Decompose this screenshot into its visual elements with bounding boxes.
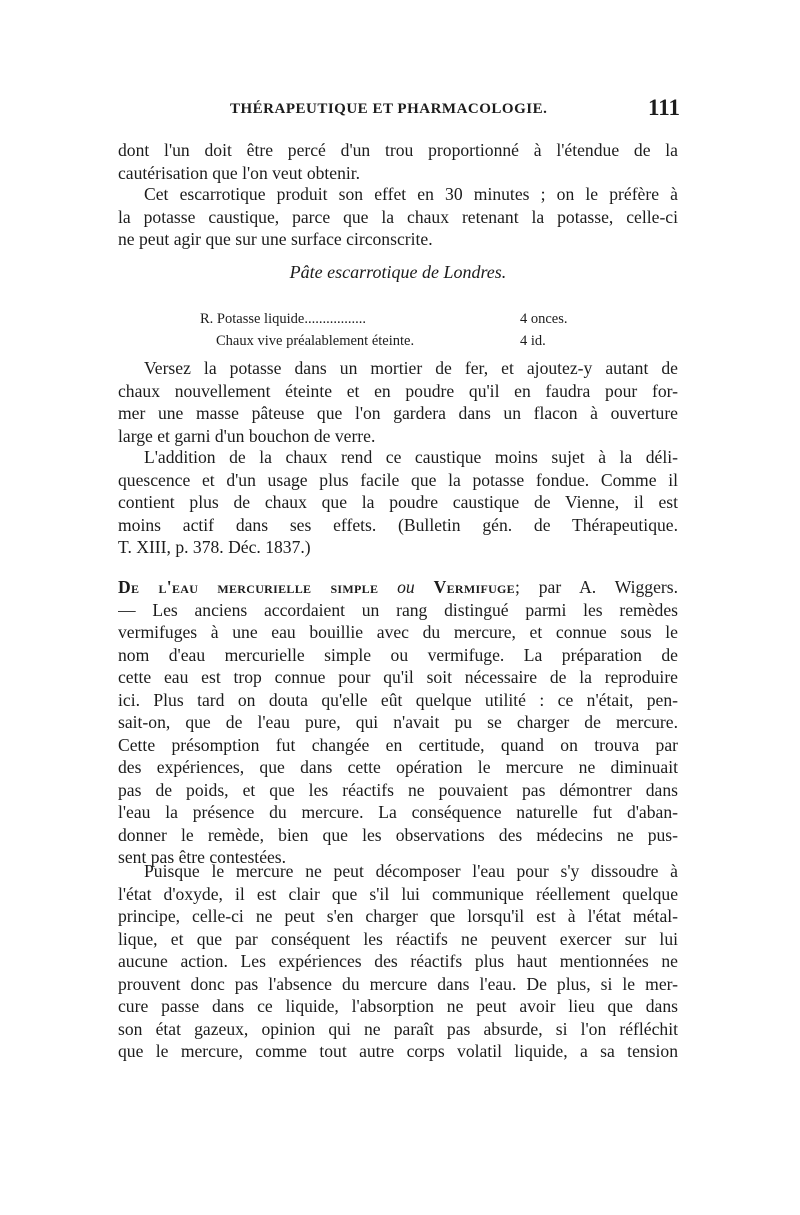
text-line: Cette présomption fut changée en certitude, quand on trouva par [118,734,678,755]
text-line: donner le remède, bien que les observations des médecins ne pus- [118,824,678,845]
section-title: De l'eau mercurielle simple [118,577,379,597]
recipe-quantity: 4 id. [520,333,546,349]
paragraph-escarrotique [118,183,678,251]
text-line: vermifuges à une eau bouillie avec du mercure, et connue sous le [118,622,678,642]
text-line: cure passe dans ce liquide, l'absorption ne peut avoir lieu que dans [118,996,678,1016]
recipe-row [216,333,616,355]
text-line: Cet escarrotique produit son effet en 30 minutes ; on le préfère à [144,184,678,204]
recipe-quantity: 4 onces. [520,311,568,327]
text-line: aucune action. Les expériences des réactifs plus haut mentionnées ne [118,951,678,971]
recipe-list [200,311,600,355]
recipe-ingredient: R. Potasse liquide................. [200,311,366,327]
recipe-row [200,311,600,333]
text-line: que le mercure, comme tout autre corps volatil liquide, a sa tension [118,1041,678,1061]
recipe-title: Pâte escarrotique de Londres. [289,262,507,282]
section-heading-line [118,576,678,599]
text-line: cautérisation que l'on veut obtenir. [118,162,361,183]
running-title: THÉRAPEUTIQUE ET PHARMACOLOGIE. [230,101,548,117]
recipe-ingredient: Chaux vive préalablement éteinte. [216,333,415,349]
section-title-joiner: ou [378,577,434,597]
text-line: T. XIII, p. 378. Déc. 1837.) [118,537,311,557]
text-line: — Les anciens accordaient un rang distingué parmi les remèdes [118,599,678,620]
text-line: contient plus de chaux que la poudre caustique de Vienne, il est [118,492,678,512]
text-line: son état gazeux, opinion qui ne paraît pas absurde, si l'on réfléchit [118,1018,678,1039]
text-line: quescence et d'un usage plus facile que la potasse fondue. Comme il [118,469,678,490]
text-line: L'addition de la chaux rend ce caustique moins sujet à la déli- [144,447,678,467]
text-line: l'eau la présence du mercure. La conséquence naturelle fut d'aban- [118,802,678,822]
text-line: la potasse caustique, parce que la chaux retenant la potasse, celle-ci [118,206,678,227]
text-line: mer une masse pâteuse que l'on gardera dans un flacon à ouverture [118,403,678,423]
running-head [118,95,680,123]
text-line: Versez la potasse dans un mortier de fer, et ajoutez-y autant de [144,358,678,378]
text-line: moins actif dans ses effets. (Bulletin gén. de Thérapeutique. [118,514,678,535]
text-line: Puisque le mercure ne peut décomposer l'eau pour s'y dissoudre à [144,861,678,881]
text-line: des expériences, que dans cette opération le mercure ne diminuait [118,757,678,777]
text-line: sent pas être contestées. [118,847,287,867]
paragraph-continuation [118,139,678,184]
text-line: ici. Plus tard on douta qu'elle eût quelque utilité : ce n'était, pen- [118,689,678,710]
text-line: large et garni d'un bouchon de verre. [118,425,376,446]
text-line: dont l'un doit être percé d'un trou proportionné à l'étendue de la [118,140,678,160]
text-line: lique, et que par conséquent les réactifs ne peuvent exercer sur lui [118,928,678,949]
text-line: cette eau est trop connue pour qu'il soit nécessaire de la reproduire [118,667,678,687]
section-author: A. Wiggers. [561,577,678,597]
page-number: 111 [648,95,680,120]
text-line: prouvent donc pas l'absence du mercure dans l'eau. De plus, si le mer- [118,973,678,994]
paragraph-puisque [118,860,678,1063]
text-line: chaux nouvellement éteinte et en poudre qu'il en faudra pour for- [118,380,678,401]
text-line: principe, celle-ci ne peut s'en charger que lorsqu'il est à l'état métal- [118,906,678,926]
section-title-alt: Vermifuge [433,577,515,597]
paragraph-preparation [118,357,678,447]
paragraph-addition [118,446,678,559]
text-line: ne peut agir que sur une surface circonscrite. [118,229,433,249]
section-by: ; par [514,577,562,597]
text-line: pas de poids, et que les réactifs ne pouvaient pas démontrer dans [118,779,678,800]
section-eau-mercurielle [118,576,678,869]
text-line: l'état d'oxyde, il est clair que s'il lui communique réellement quelque [118,883,678,904]
text-line: nom d'eau mercurielle simple ou vermifuge. La préparation de [118,644,678,665]
text-line: sait-on, que de l'eau pure, qui n'avait pu se charger de mercure. [118,712,678,732]
